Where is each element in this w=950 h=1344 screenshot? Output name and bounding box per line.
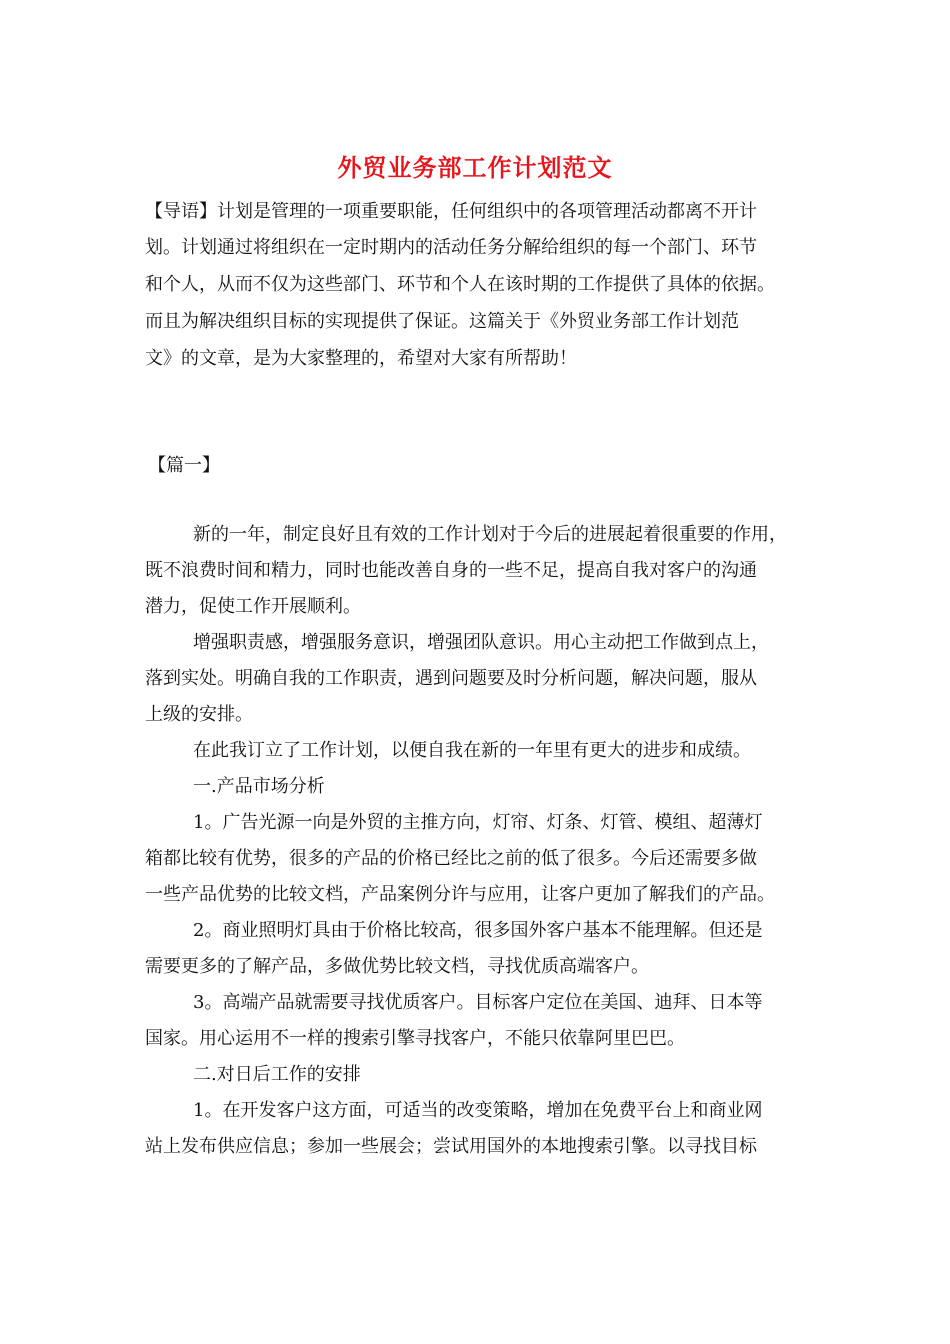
body-line: 3。高端产品就需要寻找优质客户。目标客户定位在美国、迪拜、日本等 xyxy=(193,992,763,1013)
body-line: 1。广告光源一向是外贸的主推方向，灯帘、灯条、灯管、模组、超薄灯 xyxy=(193,812,763,833)
body-line: 新的一年，制定良好且有效的工作计划对于今后的进展起着很重要的作用， xyxy=(193,524,787,545)
intro-line: 和个人，从而不仅为这些部门、环节和个人在该时期的工作提供了具体的依据。 xyxy=(145,274,775,295)
body-line: 潜力，促使工作开展顺利。 xyxy=(145,596,361,617)
body-line: 需要更多的了解产品，多做优势比较文档，寻找优质高端客户。 xyxy=(145,956,649,977)
body-line: 2。商业照明灯具由于价格比较高，很多国外客户基本不能理解。但还是 xyxy=(193,920,763,941)
body-line: 既不浪费时间和精力，同时也能改善自身的一些不足，提高自我对客户的沟通 xyxy=(145,560,757,581)
body-line: 1。在开发客户这方面，可适当的改变策略，增加在免费平台上和商业网 xyxy=(193,1100,763,1121)
body-line: 箱都比较有优势，很多的产品的价格已经比之前的低了很多。今后还需要多做 xyxy=(145,848,757,869)
body-line: 一.产品市场分析 xyxy=(193,776,325,797)
body-line: 在此我订立了工作计划，以便自我在新的一年里有更大的进步和成绩。 xyxy=(193,740,751,761)
intro-line: 文》的文章，是为大家整理的，希望对大家有所帮助！ xyxy=(145,348,577,369)
intro-line: 【导语】计划是管理的一项重要职能，任何组织中的各项管理活动都离不开计 xyxy=(145,201,757,222)
body-line: 二.对日后工作的安排 xyxy=(193,1064,361,1085)
section-heading: 【篇一】 xyxy=(148,455,220,476)
body-line: 国家。用心运用不一样的搜索引擎寻找客户，不能只依靠阿里巴巴。 xyxy=(145,1028,685,1049)
body-line: 站上发布供应信息；参加一些展会；尝试用国外的本地搜索引擎。以寻找目标 xyxy=(145,1136,757,1157)
body-line: 增强职责感，增强服务意识，增强团队意识。用心主动把工作做到点上， xyxy=(193,632,769,653)
body-line: 上级的安排。 xyxy=(145,704,253,725)
intro-line: 而且为解决组织目标的实现提供了保证。这篇关于《外贸业务部工作计划范 xyxy=(145,311,739,332)
document-title: 外贸业务部工作计划范文 xyxy=(337,153,613,182)
intro-line: 划。计划通过将组织在一定时期内的活动任务分解给组织的每一个部门、环节 xyxy=(145,237,757,258)
body-line: 一些产品优势的比较文档，产品案例分许与应用，让客户更加了解我们的产品。 xyxy=(145,884,775,905)
body-line: 落到实处。明确自我的工作职责，遇到问题要及时分析问题，解决问题，服从 xyxy=(145,668,757,689)
